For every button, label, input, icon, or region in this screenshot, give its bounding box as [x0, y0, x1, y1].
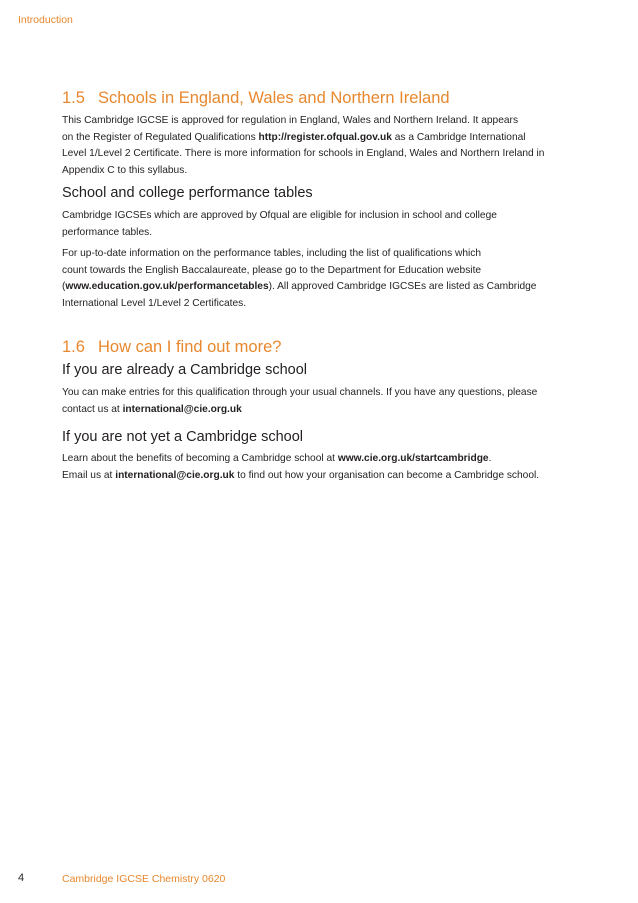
- section-1-5-heading: [62, 89, 450, 108]
- international-email-link[interactable]: international@cie.org.uk: [115, 469, 235, 481]
- start-cambridge-link[interactable]: www.cie.org.uk/startcambridge: [337, 453, 489, 464]
- text-run: to find out how your organisation can become a Cambridge school.: [234, 469, 540, 481]
- footer-title: Cambridge IGCSE Chemistry 0620: [62, 873, 226, 885]
- performance-paragraph-2: [62, 246, 582, 312]
- international-email-link[interactable]: international@cie.org.uk: [122, 403, 242, 415]
- performance-tables-heading: School and college performance tables: [62, 185, 313, 201]
- already-cambridge-paragraph: [62, 385, 582, 418]
- running-head: Introduction: [18, 14, 73, 26]
- not-yet-cambridge-heading: If you are not yet a Cambridge school: [62, 429, 303, 445]
- paragraph-line: Appendix C to this syllabus.: [62, 164, 188, 176]
- section-number: 1.6: [62, 338, 85, 356]
- paragraph-line: performance tables.: [62, 226, 153, 238]
- paragraph-line: Level 1/Level 2 Certificate. There is more information for schools in England, Wales and Northern Ireland in: [62, 148, 545, 159]
- not-yet-cambridge-paragraph: [62, 451, 582, 484]
- section-title: Schools in England, Wales and Northern Ireland: [98, 89, 450, 107]
- paragraph-line: [62, 130, 582, 147]
- paragraph-line: [62, 451, 582, 468]
- paragraph-line: Cambridge IGCSEs which are approved by Ofqual are eligible for inclusion in school and college: [62, 210, 497, 221]
- text-run: ). All approved Cambridge IGCSEs are listed as Cambridge: [268, 281, 537, 292]
- paragraph-line: You can make entries for this qualification through your usual channels. If you have any questions, please: [62, 387, 538, 398]
- text-run: Email us at: [62, 469, 116, 481]
- paragraph-line: [62, 468, 582, 485]
- text-run: .: [488, 453, 492, 464]
- paragraph-line: This Cambridge IGCSE is approved for regulation in England, Wales and Northern Ireland. It appears: [62, 115, 519, 126]
- paragraph-line: International Level 1/Level 2 Certificates.: [62, 297, 247, 309]
- section-1-6-heading: [62, 338, 281, 357]
- education-website-link[interactable]: www.education.gov.uk/performancetables: [65, 281, 269, 292]
- page-number: 4: [18, 872, 25, 884]
- paragraph-line: [62, 402, 582, 419]
- text-run: on the Register of Regulated Qualifications: [62, 131, 259, 143]
- text-run: contact us at: [62, 403, 123, 415]
- section-title: How can I find out more?: [98, 338, 282, 356]
- paragraph-line: For up-to-date information on the performance tables, including the list of qualifications which: [62, 248, 482, 259]
- text-run: (: [62, 281, 66, 292]
- section-number: 1.5: [62, 89, 85, 107]
- section-1-5-paragraph: [62, 113, 582, 179]
- text-run: as a Cambridge International: [391, 131, 526, 143]
- ofqual-register-link[interactable]: http://register.ofqual.gov.uk: [258, 131, 392, 143]
- paragraph-line: count towards the English Baccalaureate, please go to the Department for Education website: [62, 264, 482, 276]
- already-cambridge-heading: If you are already a Cambridge school: [62, 362, 308, 378]
- text-run: Learn about the benefits of becoming a Cambridge school at: [62, 453, 338, 464]
- performance-paragraph-1: [62, 208, 582, 241]
- paragraph-line: [62, 279, 582, 296]
